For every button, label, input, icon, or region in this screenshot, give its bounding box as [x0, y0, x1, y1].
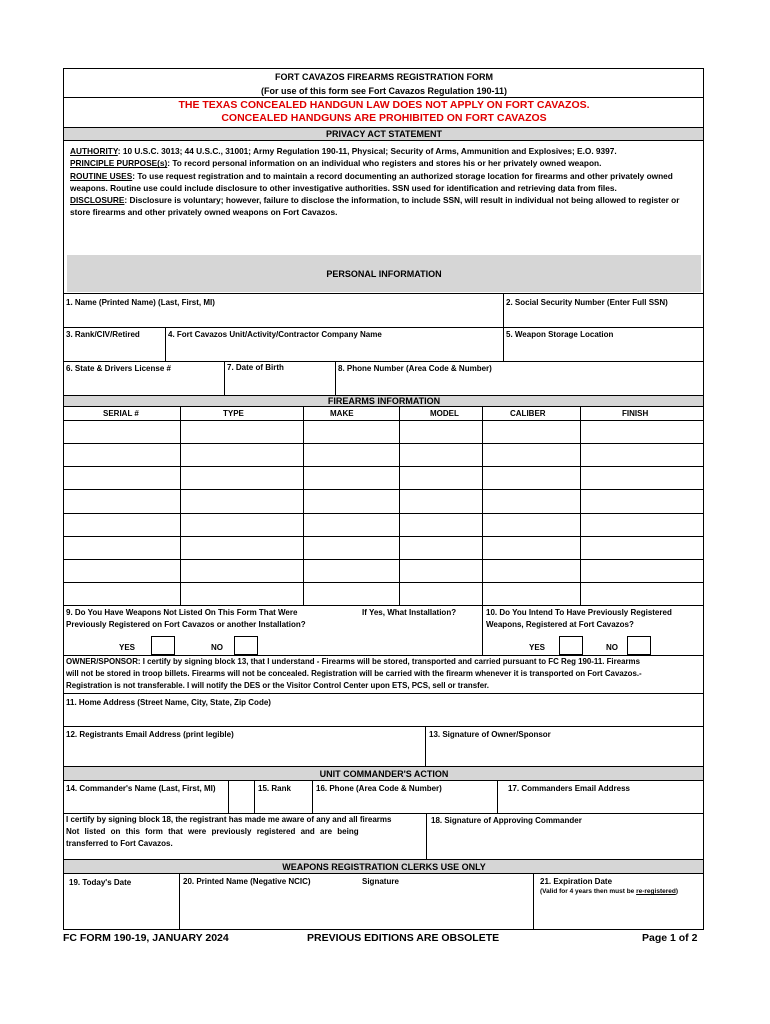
disclosure-text: : Disclosure is voluntary; however, failure to disclose the information, to include SSN, will result in individual not being allowed to register or store firearms and other privately owned weapons on Fort Cavazos.: [70, 195, 680, 218]
form-subtitle: (For use of this form see Fort Cavazos Regulation 190-11): [260, 86, 508, 96]
commander-cert-1: I certify by signing block 18, the registrant has made me aware of any and all firearms: [66, 815, 392, 824]
email-field[interactable]: [64, 740, 424, 764]
commander-heading: UNIT COMMANDER'S ACTION: [319, 769, 449, 779]
firearm-row-8[interactable]: [63, 583, 704, 605]
concealed-handgun-warning-1: THE TEXAS CONCEALED HANDGUN LAW DOES NOT APPLY ON FORT CAVAZOS.: [178, 99, 590, 111]
personal-info-heading: PERSONAL INFORMATION: [326, 269, 442, 279]
q9-installation-field[interactable]: [360, 620, 481, 650]
commander-rank-label: 15. Rank: [258, 784, 291, 793]
q10-line2: Weapons, Registered at Fort Cavazos?: [486, 620, 634, 629]
firearm-row-3[interactable]: [63, 467, 704, 489]
column-serial: SERIAL #: [103, 409, 139, 418]
commander-phone-field[interactable]: [313, 795, 496, 812]
q9-yes-checkbox[interactable]: [151, 636, 175, 655]
column-type: TYPE: [223, 409, 244, 418]
storage-location-label: 5. Weapon Storage Location: [506, 330, 614, 339]
rank-label: 3. Rank/CIV/Retired: [66, 330, 140, 339]
commander-rank-field[interactable]: [255, 795, 311, 812]
disclosure-label: DISCLOSURE: [70, 195, 125, 206]
firearm-row-2[interactable]: [63, 444, 704, 466]
column-make: MAKE: [330, 409, 354, 418]
re-registered-link: re-registered: [636, 888, 676, 895]
privacy-act-heading: PRIVACY ACT STATEMENT: [325, 129, 442, 139]
commander-name-field[interactable]: [64, 795, 227, 812]
concealed-handgun-warning-2: CONCEALED HANDGUNS ARE PROHIBITED ON FORT CAVAZOS: [221, 112, 547, 124]
commander-cert-3: transferred to Fort Cavazos.: [66, 839, 173, 848]
firearms-heading: FIREARMS INFORMATION: [327, 396, 441, 406]
disclosure-paragraph: [70, 194, 698, 219]
form-id: FC FORM 190-19, JANUARY 2024: [63, 932, 229, 944]
dob-label: 7. Date of Birth: [227, 363, 284, 372]
firearm-row-6[interactable]: [63, 537, 704, 559]
obsolete-notice: PREVIOUS EDITIONS ARE OBSOLETE: [307, 932, 500, 944]
ssn-label: 2. Social Security Number (Enter Full SSN): [506, 298, 668, 307]
q10-yes-checkbox[interactable]: [559, 636, 583, 655]
column-model: MODEL: [430, 409, 459, 418]
commander-signature-label: 18. Signature of Approving Commander: [431, 816, 582, 825]
q9-installation-label: If Yes, What Installation?: [362, 608, 457, 617]
unit-label: 4. Fort Cavazos Unit/Activity/Contractor Company Name: [168, 330, 382, 339]
q9-no-label: NO: [211, 643, 223, 652]
clerk-name-signature-field[interactable]: [180, 890, 532, 928]
page-number: Page 1 of 2: [642, 932, 698, 944]
todays-date-field[interactable]: [64, 892, 178, 928]
routine-label: ROUTINE USES: [70, 170, 133, 181]
q10-yes-label: YES: [529, 643, 546, 652]
q10-no-label: NO: [606, 643, 618, 652]
q9-line1: 9. Do You Have Weapons Not Listed On This Form That Were: [66, 608, 298, 617]
expiration-date-label: 21. Expiration Date: [540, 877, 613, 886]
form-title: FORT CAVAZOS FIREARMS REGISTRATION FORM: [275, 72, 493, 82]
clerk-signature-label: Signature: [362, 877, 399, 886]
expiration-date-field[interactable]: [534, 900, 703, 928]
firearm-row-4[interactable]: [63, 490, 704, 513]
column-caliber: CALIBER: [510, 409, 546, 418]
commander-cert-2: Not listed on this form that were previously registered and are being: [66, 827, 359, 836]
owner-signature-field[interactable]: [426, 740, 703, 764]
email-label: 12. Registrants Email Address (print legible): [66, 730, 234, 739]
todays-date-label: 19. Today's Date: [69, 878, 132, 887]
firearm-row-5[interactable]: [63, 514, 704, 536]
q9-no-checkbox[interactable]: [234, 636, 258, 655]
expiration-note-suffix: ): [675, 888, 679, 895]
authority-text: : 10 U.S.C. 3013; 44 U.S.C., 31001; Army Regulation 190-11, Physical; Security of Arms, Ammunition and Explosives; E.O. 9397.: [117, 146, 617, 156]
clerk-printed-name-label: 20. Printed Name (Negative NCIC): [183, 877, 311, 886]
commander-signature-field[interactable]: [427, 828, 703, 858]
commander-name-label: 14. Commander's Name (Last, First, MI): [66, 784, 216, 793]
privacy-statement: [70, 145, 698, 219]
phone-label: 8. Phone Number (Area Code & Number): [338, 364, 492, 373]
q10-no-checkbox[interactable]: [627, 636, 651, 655]
authority-label: AUTHORITY: [70, 146, 118, 156]
owner-statement-3: Registration is not transferable. I will notify the DES or the Visitor Control Center upon ETS, PCS, sell or transfer.: [66, 681, 489, 690]
firearms-table: [63, 406, 704, 605]
clerks-heading: WEAPONS REGISTRATION CLERKS USE ONLY: [282, 862, 486, 872]
commander-phone-label: 16. Phone (Area Code & Number): [316, 784, 442, 793]
commander-email-label: 17. Commanders Email Address: [508, 784, 630, 793]
firearm-row-7[interactable]: [63, 560, 704, 582]
authority-paragraph: [70, 145, 698, 157]
expiration-note-prefix: (Valid for 4 years then must be: [540, 888, 637, 895]
owner-statement-1: OWNER/SPONSOR: I certify by signing block 13, that I understand - Firearms will be stored, transported and carried pursuant to FC Reg 190-11. Firearms: [66, 657, 640, 666]
owner-signature-label: 13. Signature of Owner/Sponsor: [429, 730, 551, 739]
ssn-field[interactable]: [504, 308, 703, 327]
firearm-row-1[interactable]: [63, 421, 704, 443]
commander-email-field[interactable]: [498, 795, 703, 812]
name-label: 1. Name (Printed Name) (Last, First, MI): [66, 298, 215, 307]
q9-line2: Previously Registered on Fort Cavazos or another Installation?: [66, 620, 306, 629]
routine-paragraph: [70, 170, 698, 195]
q9-yes-label: YES: [119, 643, 136, 652]
owner-statement-2: will not be stored in troop billets. Firearms will not be concealed. Registration will be carried with the firearm whenever it is transported on Fort Cavazos.-: [66, 669, 642, 678]
purpose-label: PRINCIPLE PURPOSE(s): [70, 158, 168, 169]
routine-text: : To use request registration and to maintain a record documenting an authorized storage location for firearms and other privately owned weapons. Routine use could include disclosure to other investigative authorities. SSN used for identification and retrieving data from files.: [70, 170, 673, 193]
drivers-license-label: 6. State & Drivers License #: [66, 364, 171, 373]
q10-line1: 10. Do You Intend To Have Previously Registered: [486, 608, 672, 617]
name-field[interactable]: [64, 308, 503, 327]
home-address-field[interactable]: [64, 708, 703, 726]
home-address-label: 11. Home Address (Street Name, City, State, Zip Code): [66, 698, 271, 707]
expiration-note: [540, 888, 678, 895]
purpose-paragraph: [70, 157, 698, 169]
purpose-text: : To record personal information on an individual who registers and stores his or her privately owned weapon.: [167, 158, 602, 169]
column-finish: FINISH: [622, 409, 649, 418]
